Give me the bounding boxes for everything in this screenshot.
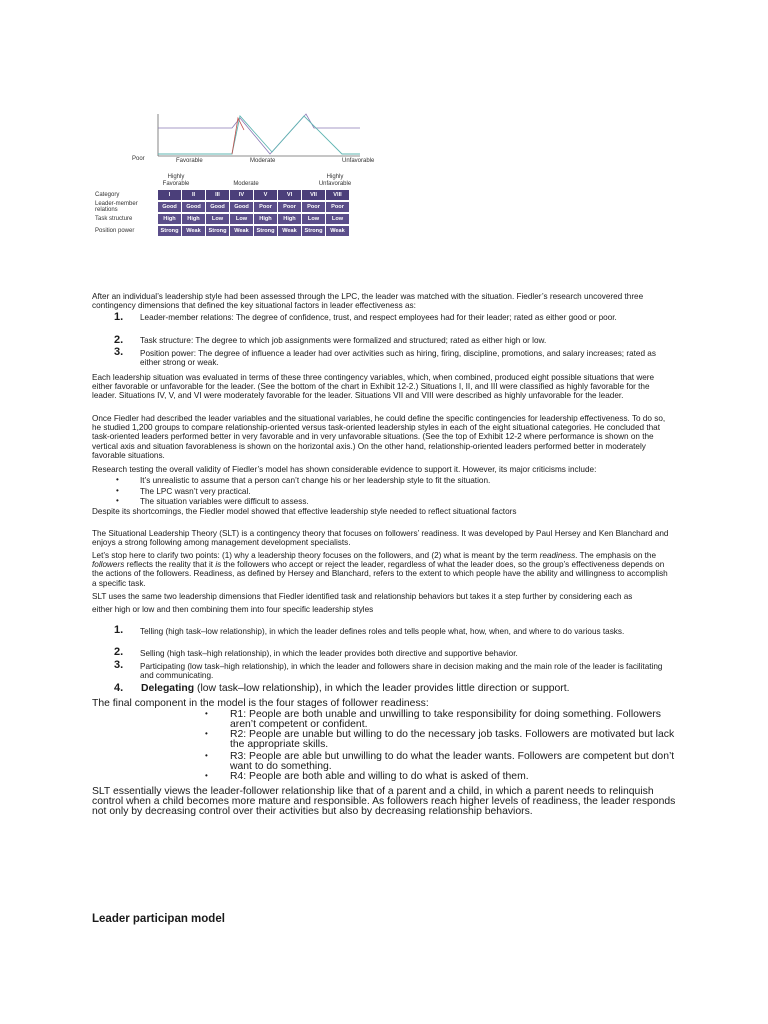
bullet-icon: • xyxy=(205,751,208,760)
table-cell: High xyxy=(254,214,277,224)
table-cell: High xyxy=(158,214,181,224)
text-run: . The emphasis on the xyxy=(575,551,657,560)
table-cell: IV xyxy=(230,190,253,200)
table-cell: Strong xyxy=(254,226,277,236)
table-cell: Good xyxy=(206,202,229,212)
table-cell: Strong xyxy=(158,226,181,236)
bullet-icon: • xyxy=(116,475,119,484)
paragraph-follower-readiness: The final component in the model is the four stages of follower readiness: xyxy=(92,698,429,709)
table-cell: High xyxy=(182,214,205,224)
table-cell: Poor xyxy=(278,202,301,212)
paragraph-situations: Each leadership situation was evaluated in terms of these three contingency variables, which, when combined, produced eight possible situations that were either favorable or unfavorable for the leader. (See the bottom of the chart in Exhibit 12-2.) Situations I, II, and III were classified as highly favorable for the leader. Situations IV, V, and VI were moderately favorable for the leader. Situations VII and VIII were described as highly unfavorable for the leader. xyxy=(92,373,655,401)
chart-x-label-moderate: Moderate xyxy=(250,158,276,164)
list-number: 2. xyxy=(114,334,124,346)
list-item-participating: Participating (low task–high relationship), in which the leader and followers share in decision making and the main role of the leader is facilitating and communicating. xyxy=(140,662,663,681)
table-cell: VIII xyxy=(326,190,349,200)
chart-x-label-favorable: Favorable xyxy=(176,158,203,164)
table-cell: Weak xyxy=(278,226,301,236)
list-item-telling: Telling (high task–low relationship), in which the leader defines roles and tells people what, how, when, and where to do various tasks. xyxy=(140,627,625,636)
readiness-item-r2: R2: People are unable but willing to do the necessary job tasks. Followers are motivated but lack the appropriate skills. xyxy=(230,729,675,750)
table-cell: Low xyxy=(326,214,349,224)
table-cell: Low xyxy=(302,214,325,224)
table-cell: Good xyxy=(182,202,205,212)
table-cell: Good xyxy=(230,202,253,212)
text-run: (low task–low relationship), in which the leader provides little direction or support. xyxy=(194,683,570,694)
bullet-item: The LPC wasn’t very practical. xyxy=(140,487,251,496)
text-emphasis: readiness xyxy=(539,551,576,560)
table-cell: VI xyxy=(278,190,301,200)
label-highly-favorable: Highly Favorable xyxy=(162,174,190,187)
table-cell: I xyxy=(158,190,181,200)
chart-x-label-unfavorable: Unfavorable xyxy=(342,158,375,164)
relationship-oriented-curve xyxy=(158,116,360,154)
text-bold: Delegating xyxy=(141,683,195,694)
paragraph-contingencies: Once Fiedler had described the leader variables and the situational variables, he could define the specific contingencies for leadership effectiveness. To do so, he studied 1,200 groups to compare relationship-oriented versus task-oriented leadership styles in each of the eight situational categories. He concluded that task-oriented leaders performed better in very favorable and in very unfavorable situations. (See the top of Exhibit 12-2 where performance is shown on the vertical axis and situation favorableness is shown on the horizontal axis.) On the other hand, relationship-oriented leaders performed better in moderately favorable situations. xyxy=(92,414,666,460)
bullet-icon: • xyxy=(205,709,208,718)
list-number: 4. xyxy=(114,682,124,694)
table-cell: Poor xyxy=(254,202,277,212)
list-number: 1. xyxy=(114,624,124,636)
label-highly-unfavorable: Highly Unfavorable xyxy=(318,174,352,187)
text-run: the followers who accept or reject the leader, regardless of what the leader does, so the group’s effectiveness depends on the actions of the followers. Readiness, as defined by Hersey and Blanchard, refers to the extent to which people have the ability and willingness to accomplish a specific task. xyxy=(92,560,668,588)
list-item-delegating xyxy=(141,684,681,694)
table-cell: Low xyxy=(230,214,253,224)
table-cell: Good xyxy=(158,202,181,212)
row-position-power xyxy=(92,226,362,237)
table-cell: II xyxy=(182,190,205,200)
label-moderate: Moderate xyxy=(233,181,259,187)
bullet-icon: • xyxy=(205,771,208,780)
text-run: Let’s stop here to clarify two points: (1) why a leadership theory focuses on the followers, and (2) what is meant by the term xyxy=(92,551,540,560)
paragraph-criticisms: Research testing the overall validity of Fiedler’s model has shown considerable evidence to support it. However, its major criticisms include: xyxy=(92,465,597,474)
list-item-position-power: Position power: The degree of influence a leader had over activities such as hiring, firing, discipline, promotions, and salary increases; rated as either strong or weak. xyxy=(140,349,656,368)
row-task-structure xyxy=(92,214,362,225)
row-label: Task structure xyxy=(95,216,133,222)
readiness-item-r3: R3: People are able but unwilling to do what the leader wants. Followers are competent but don’t want to do something. xyxy=(230,751,675,772)
list-item-task-structure: Task structure: The degree to which job assignments were formalized and structured; rated as either high or low. xyxy=(140,336,547,345)
row-label: Leader-member relations xyxy=(95,201,138,213)
list-item-selling: Selling (high task–high relationship), in which the leader provides both directive and supportive behavior. xyxy=(140,649,518,658)
text-emphasis: is xyxy=(215,560,222,570)
list-item-leader-member: Leader-member relations: The degree of confidence, trust, and respect employees had for their leader; rated as either good or poor. xyxy=(140,313,617,322)
table-cell: III xyxy=(206,190,229,200)
table-cell: Poor xyxy=(302,202,325,212)
task-oriented-curve xyxy=(158,114,360,154)
readiness-item-r1: R1: People are both unable and unwilling to take responsibility for doing something. Followers aren’t competent or confident. xyxy=(230,709,661,730)
table-cell: Low xyxy=(206,214,229,224)
table-cell: High xyxy=(278,214,301,224)
table-cell: V xyxy=(254,190,277,200)
table-cell: VII xyxy=(302,190,325,200)
table-cell: Poor xyxy=(326,202,349,212)
list-number: 1. xyxy=(114,311,124,323)
table-cell: Weak xyxy=(326,226,349,236)
table-cell: Strong xyxy=(206,226,229,236)
paragraph-lpc-matching: After an individual’s leadership style had been assessed through the LPC, the leader was matched with the situation. Fiedler’s research uncovered three contingency dimensions that defined the key situational factors in leader effectiveness as: xyxy=(92,292,644,311)
text-emphasis: followers xyxy=(92,560,125,570)
table-cell: Strong xyxy=(302,226,325,236)
row-label: Category xyxy=(95,192,120,198)
performance-chart xyxy=(92,108,375,172)
row-leader-member-relations xyxy=(92,202,362,213)
bullet-icon: • xyxy=(116,496,119,505)
paragraph-shortcomings: Despite its shortcomings, the Fiedler model showed that effective leadership style needed to reflect situational factors xyxy=(92,507,517,516)
fiedler-exhibit-figure xyxy=(92,108,375,248)
list-number: 2. xyxy=(114,646,124,658)
bullet-item: It’s unrealistic to assume that a person can’t change his or her leadership style to fit the situation. xyxy=(140,476,491,485)
row-category xyxy=(92,190,362,201)
bullet-item: The situation variables were difficult to assess. xyxy=(140,497,309,506)
paragraph-slt-intro: The Situational Leadership Theory (SLT) is a contingency theory that focuses on followers’ readiness. It was developed by Paul Hersey and Ken Blanchard and enjoys a strong following among management development specialists. xyxy=(92,529,669,548)
paragraph-readiness xyxy=(92,551,674,588)
paragraph-slt-parent-child: SLT essentially views the leader-follower relationship like that of a parent and a child, in which a parent needs to relinquish control when a child becomes more mature and responsible. As followers reach higher levels of readiness, the leader responds not only by decreasing control over their activities but also by decreasing relationship behaviors. xyxy=(92,786,676,817)
text-run: reflects the reality that it xyxy=(124,560,216,570)
list-number: 3. xyxy=(114,346,124,358)
list-number: 3. xyxy=(114,659,124,671)
bullet-icon: • xyxy=(205,729,208,738)
bullet-icon: • xyxy=(116,486,119,495)
table-cell: Weak xyxy=(230,226,253,236)
paragraph-slt-dimensions: SLT uses the same two leadership dimensions that Fiedler identified task and relationship behaviors but takes it a step further by considering each as either high or low and then combining them into four specific leadership styles xyxy=(92,592,633,614)
section-heading: Leader participan model xyxy=(92,913,225,925)
readiness-item-r4: R4: People are both able and willing to do what is asked of them. xyxy=(230,771,529,782)
situation-table xyxy=(92,190,362,240)
chart-y-label: Poor xyxy=(132,156,145,162)
row-label: Position power xyxy=(95,228,135,234)
table-cell: Weak xyxy=(182,226,205,236)
